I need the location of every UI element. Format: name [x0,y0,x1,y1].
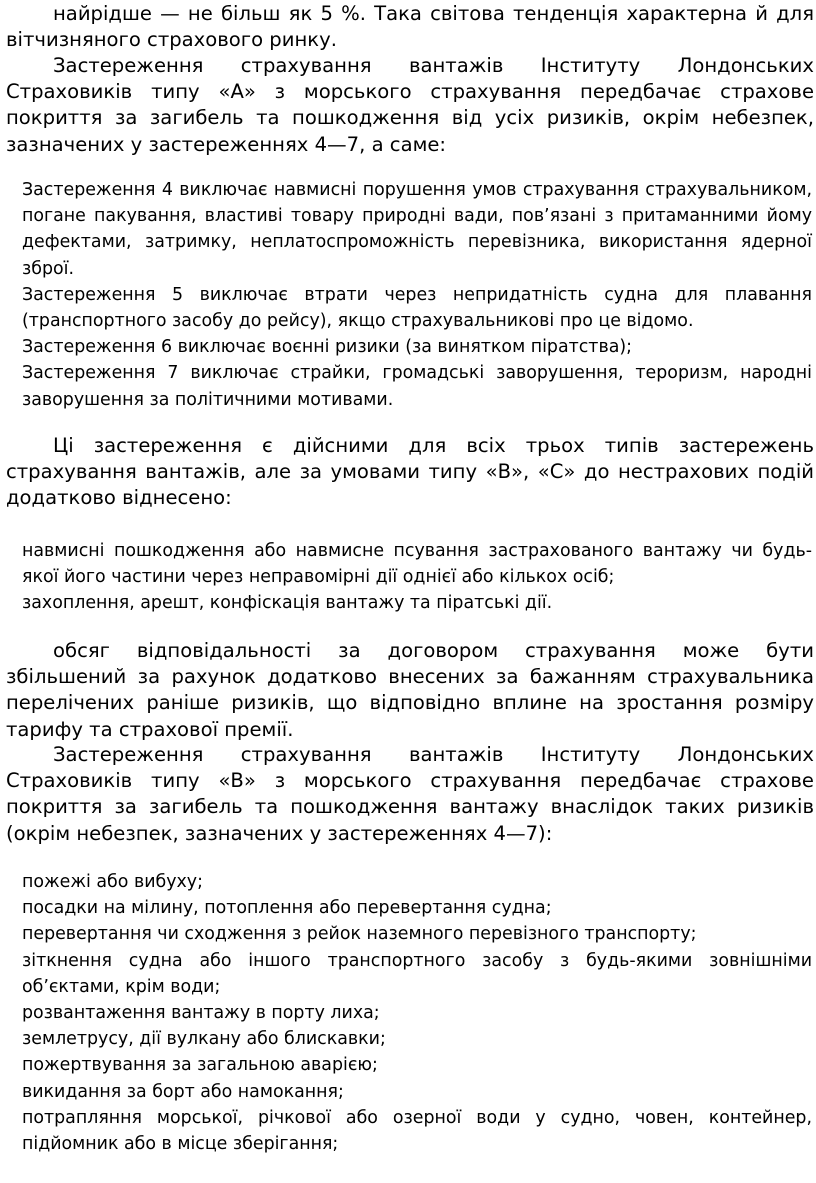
list-item-risk: перевертання чи сходження з рейок наземного перевізного транспорту; [22,924,697,945]
list-item-exclusion-7: Застереження 7 виключає страйки, громадські заворушення, тероризм, народні заворушення за політичними мотивами. [22,363,812,410]
list-item-risk: пожежі або вибуху; [22,872,203,892]
list-item-exclusion-6: Застереження 6 виключає воєнні ризики (за винятком піратства); [22,337,632,358]
list-item-risk: землетрусу, дії вулкану або блискавки; [22,1029,386,1050]
paragraph-validity-note: Ці застереження є дійсними для всіх трьох типів застережень страхування вантажів, але за умовами типу «В», «С» до нестрахових подій додатково віднесено: [6,434,814,510]
list-item-risk: викидання за борт або намокання; [22,1081,344,1102]
exclusions-list [22,177,812,413]
list-item-risk: потрапляння морської, річкової або озерної води у судно, човен, контейнер, підйомник або в місце зберігання; [22,1107,812,1155]
list-item-exclusion-5: Застереження 5 виключає втрати через непридатність судна для плавання (транспортного засобу до рейсу), якщо страхувальникові про це відомо. [22,284,812,332]
paragraph-liability-scope: обсяг відповідальності за договором страхування може бути збільшений за рахунок додатково внесених за бажанням страхувальника перелічених раніше ризиків, що відповідно вплине на зростання розміру тарифу та страхової премії. [6,639,814,741]
type-b-risks-list [22,869,812,1157]
paragraph-intro-continuation: найрідше — не більш як 5 %. Така світова тенденція характерна й для вітчизняного страхового ринку. [6,2,814,52]
list-item-risk: розвантаження вантажу в порту лиха; [22,1003,380,1024]
list-item-risk: зіткнення судна або іншого транспортного засобу з будь-якими зовнішніми об’єктами, крім води; [22,950,812,997]
paragraph-type-a-clause: Застереження страхування вантажів Інституту Лондонських Страховиків типу «А» з морського страхування передбачає страхове покриття за загибель та пошкодження від усіх ризиків, окрім небезпек, зазначених у застереженнях 4—7, а саме: [6,54,814,156]
additional-exclusions-list [22,538,812,617]
list-item-risk: пожертвування за загальною аварією; [22,1055,378,1076]
list-item-exclusion-4: Застереження 4 виключає навмисні порушення умов страхування страхувальником, погане пакування, властиві товару природні вади, пов’язані з притаманними йому дефектами, затримку, неплатоспроможність перевізника, використання ядерної зброї. [22,180,812,279]
paragraph-type-b-clause: Застереження страхування вантажів Інституту Лондонських Страховиків типу «В» з морського страхування передбачає страхове покриття за загибель та пошкодження вантажу внаслідок таких ризиків (окрім небезпек, зазначених у застереженнях 4—7): [6,743,814,845]
list-item-additional-exclusion: навмисні пошкодження або навмисне псування застрахованого вантажу чи будь-якої його частини через неправомірні дії однієї або кількох осіб; [22,541,812,588]
list-item-additional-exclusion: захоплення, арешт, конфіскація вантажу та піратські дії. [22,593,553,614]
list-item-risk: посадки на мілину, потоплення або перевертання судна; [22,898,552,919]
